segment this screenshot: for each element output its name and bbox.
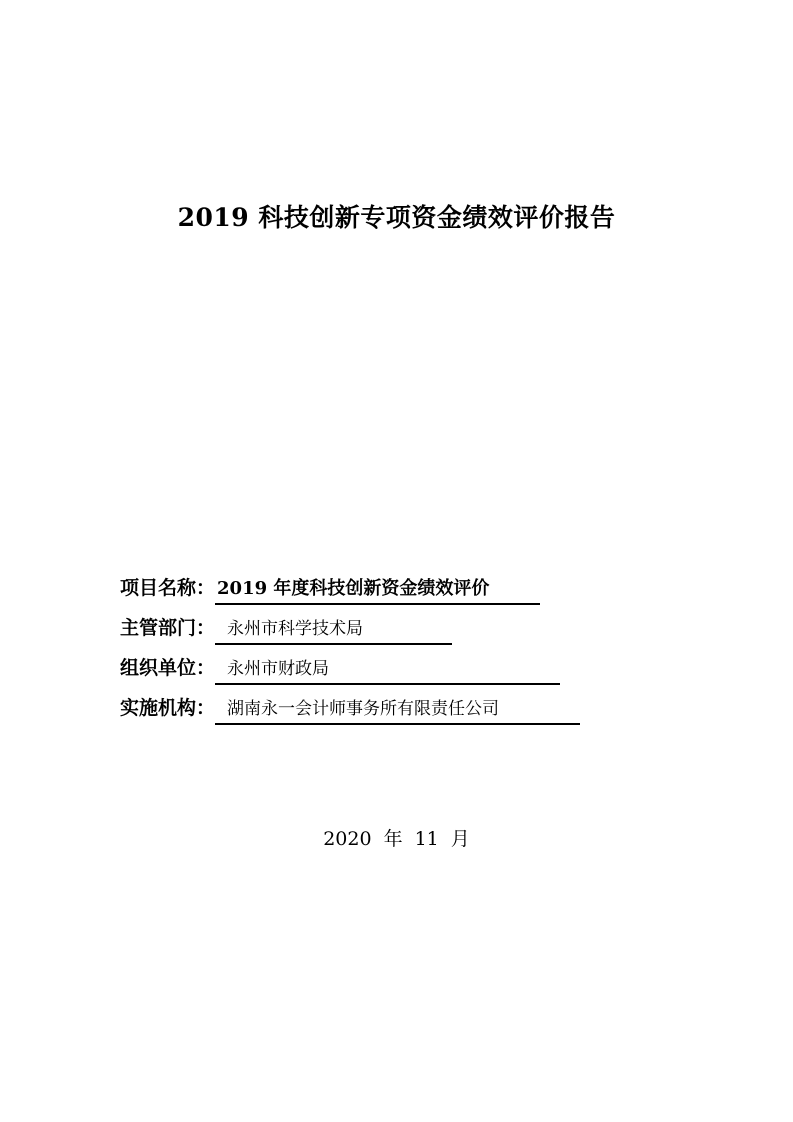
project-name-row — [120, 570, 580, 610]
project-name-label: 项目名称： — [120, 577, 216, 599]
report-date — [0, 824, 793, 854]
implementing-agency-label: 实施机构： — [120, 697, 216, 719]
date-month: 11 — [414, 828, 439, 850]
implementing-agency-row — [120, 690, 580, 730]
supervising-department-row — [120, 610, 580, 650]
organizing-unit-row — [120, 650, 580, 690]
project-info-block — [120, 570, 580, 730]
report-title: 2019 科技创新专项资金绩效评价报告 — [177, 203, 616, 232]
supervising-department-value: 永州市科学技术局 — [215, 615, 452, 645]
supervising-department-label: 主管部门： — [120, 617, 216, 639]
organizing-unit-value: 永州市财政局 — [215, 655, 560, 685]
implementing-agency-value: 湖南永一会计师事务所有限责任公司 — [215, 695, 580, 725]
date-year-unit: 年 — [383, 828, 403, 850]
date-month-unit: 月 — [450, 828, 470, 850]
date-year: 2020 — [323, 828, 372, 850]
organizing-unit-label: 组织单位： — [120, 657, 216, 679]
project-name-value: 2019 年度科技创新资金绩效评价 — [215, 575, 540, 605]
